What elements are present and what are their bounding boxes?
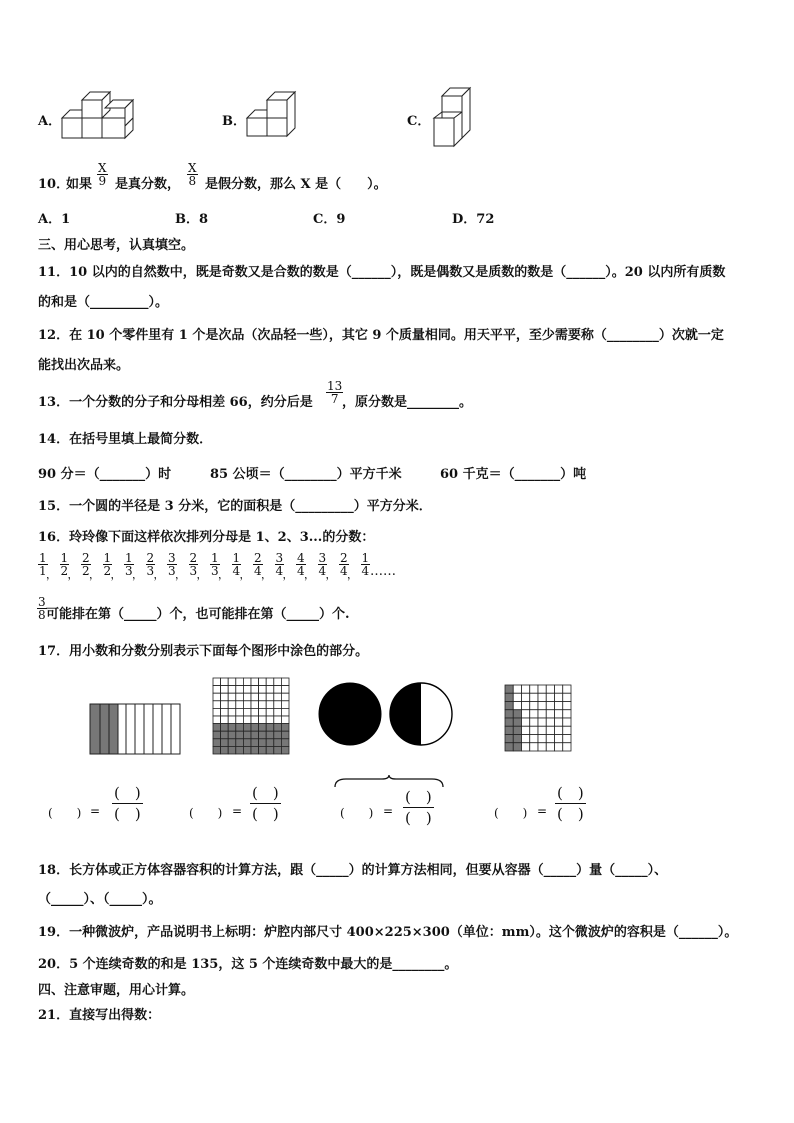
sequence-fraction-denominator: 4 [254,564,262,578]
grid-cell [522,735,530,743]
grid-cell [251,678,259,686]
grid-cell [513,710,521,718]
grid-cell [228,701,236,709]
q10-fraction-2-denominator: 8 [188,174,197,188]
grid-cell [221,739,229,747]
grid-cell [274,724,282,732]
q12-line-1: 12．在 10 个零件里有 1 个是次品（次品轻一些），其它 9 个质量相同。用天平平，至少需要称（________）次就一定 [38,328,724,343]
grid-cell [236,686,244,694]
grid-cell [281,678,289,686]
grid-cell [555,710,563,718]
grid-cell [221,678,229,686]
section-3-heading: 三、用心思考，认真填空。 [38,238,195,253]
sequence-fraction-numerator: 2 [340,551,348,565]
answer-fraction-4 [555,786,586,822]
grid-cell [274,731,282,739]
grid-cell [530,743,538,751]
q10-text-2: 是真分数， [115,177,181,192]
grid-cell [243,739,251,747]
answer-fraction-4-denominator: ( ) [557,805,584,823]
sequence-fraction-numerator: 4 [297,551,305,565]
sequence-comma: ， [347,568,358,581]
sequence-fraction-denominator: 2 [60,564,69,578]
hundred-grid-figure [213,678,289,754]
grid-cell [530,693,538,701]
answer-fraction-1-numerator: ( ) [114,784,141,802]
grid-cell [274,739,282,747]
q10-number: 10． [38,177,70,192]
grid-cell [221,716,229,724]
grid-cell [228,724,236,732]
q16-tail: 可能排在第（_____）个，也可能排在第（_____）个. [46,607,350,622]
grid-cell [213,678,221,686]
grid-cell [259,724,267,732]
q10-fraction-1 [97,162,108,187]
brace-icon [334,775,444,789]
sequence-fraction-denominator: 1 [39,564,47,578]
grid-cell [243,708,251,716]
sequence-fraction-numerator: 1 [39,551,47,565]
grid-cell [213,739,221,747]
q13-text-1: 13．一个分数的分子和分母相差 66，约分后是 [38,395,313,410]
answer-decimal-1: ( ) [48,806,82,820]
equals-1: = [90,804,101,818]
q16-fraction-numerator: 3 [38,595,46,609]
q16-fraction-denominator: 8 [38,608,46,622]
q14-title: 14．在括号里填上最简分数． [38,432,213,447]
full-circle [319,683,381,745]
grid-cell [259,708,267,716]
grid-cell [538,735,546,743]
grid-cell [505,735,513,743]
answer-decimal-3: ( ) [340,806,374,820]
grid-cell [513,685,521,693]
grid-cell [243,686,251,694]
grid-cell [213,701,221,709]
sequence-fraction-numerator: 2 [254,551,262,565]
grid-cell [555,735,563,743]
sequence-comma: ， [46,568,57,581]
grid-cell [236,693,244,701]
sequence-comma: ， [261,568,272,581]
grid-cell [563,685,571,693]
grid-cell [522,718,530,726]
sequence-fraction-numerator: 3 [318,551,327,565]
sequence-comma: ， [304,568,315,581]
sequence-comma: ， [153,568,165,581]
grid-cell [236,731,244,739]
q15-text: 15．一个圆的半径是 3 分米，它的面积是（_________）平方分米． [38,499,432,514]
grid-cell [281,724,289,732]
grid-cell [274,716,282,724]
grid-cell [243,724,251,732]
grid-cell [243,693,251,701]
sequence-fraction-numerator: 3 [275,551,284,565]
sequence-comma: ， [89,568,100,581]
answer-decimal-4: ( ) [494,806,528,820]
sequence-comma: ， [110,568,122,581]
sequence-fraction-numerator: 1 [232,551,241,565]
grid-cell [513,726,521,734]
sequence-fraction-denominator: 3 [146,564,155,578]
sequence-fraction-denominator: 4 [318,564,327,578]
equals-4: = [537,804,548,818]
sequence-fraction-numerator: 1 [60,551,69,565]
equals-2: = [232,804,243,818]
sequence-fraction-denominator: 4 [340,564,348,578]
q10-text-1: 如果 [66,177,93,192]
grid-cell [281,701,289,709]
grid-cell [221,724,229,732]
sequence-fraction-denominator: 4 [297,564,305,578]
grid-cell [221,708,229,716]
sequence-comma: ， [218,568,229,581]
grid-cell [251,716,259,724]
grid-cell [563,702,571,710]
grid-cell [266,739,274,747]
grid-cell [505,693,513,701]
grid-cell [213,708,221,716]
sequence-comma: ， [132,568,143,581]
grid-cell [538,702,546,710]
grid-cell [266,678,274,686]
half-circle [390,683,421,745]
q16-title: 16．玲玲像下面这样依次排列分母是 1、2、3...的分数： [38,530,375,545]
grid-cell [522,702,530,710]
equals-3: = [383,804,394,818]
grid-cell [563,693,571,701]
answer-fraction-2-numerator: ( ) [252,784,279,802]
sequence-fraction-numerator: 1 [125,551,133,565]
grid-cell [281,716,289,724]
q14-item-2: 85 公顷＝（________）平方千米 [210,467,402,482]
grid-cell [563,743,571,751]
grid-cell [563,718,571,726]
grid-cell [228,746,236,754]
grid-cell [513,718,521,726]
grid-cell [505,685,513,693]
q17-title: 17．用小数和分数分别表示下面每个图形中涂色的部分。 [38,644,369,659]
grid-cell [563,735,571,743]
grid-cell [266,708,274,716]
grid-cell [228,686,236,694]
q10-option-a: A．1 [38,212,71,227]
q11-line-2: 的和是（_________）。 [38,295,169,310]
grid-cell [251,701,259,709]
grid-cell [221,746,229,754]
option-a-label: A． [38,114,62,129]
grid-cell [236,739,244,747]
grid-cell [546,735,554,743]
grid-cell [228,708,236,716]
sequence-fraction-denominator: 3 [168,564,176,578]
grid-cell [221,693,229,701]
grid-cell [274,678,282,686]
grid-cell [259,716,267,724]
q10-option-d: D．72 [452,212,495,227]
q10-fraction-1-denominator: 9 [98,174,107,188]
grid-cell [281,686,289,694]
grid-cell [281,739,289,747]
sequence-comma: ， [175,568,186,581]
answer-fraction-2-denominator: ( ) [252,805,279,823]
q13-fraction-denominator: 7 [326,392,343,405]
sequence-fraction-denominator: 4 [232,564,241,578]
sequence-comma: ， [325,568,337,581]
sequence-fraction-numerator: 2 [82,551,90,565]
grid-cell [259,701,267,709]
grid-cell [251,708,259,716]
grid-cell [266,716,274,724]
small-grid-figure [505,685,571,751]
grid-cell [505,702,513,710]
grid-cell [274,746,282,754]
grid-cell [259,731,267,739]
grid-cell [281,746,289,754]
grid-cell [281,693,289,701]
fraction-sequence [38,552,398,586]
sequence-comma: ， [239,568,251,581]
sequence-fraction-numerator: 2 [189,551,198,565]
option-b-label: B． [222,114,246,129]
sequence-fraction-numerator: 3 [168,551,176,565]
grid-cell [505,718,513,726]
grid-cell [522,693,530,701]
cube-figure-b [245,92,305,147]
grid-cell [266,686,274,694]
grid-cell [274,693,282,701]
grid-cell [251,739,259,747]
grid-cell [538,743,546,751]
answer-fraction-1 [112,786,143,822]
grid-cell [530,735,538,743]
grid-cell [546,693,554,701]
grid-cell [513,702,521,710]
grid-cell [505,726,513,734]
cube-figure-c [430,86,480,150]
q14-item-1: 90 分＝（_______）时 [38,467,172,482]
grid-cell [221,686,229,694]
grid-cell [236,746,244,754]
q13-text-2: ，原分数是________。 [342,395,473,410]
grid-cell [530,685,538,693]
grid-cell [236,716,244,724]
circles-figure [316,682,456,752]
grid-cell [555,726,563,734]
q20-text: 20．5 个连续奇数的和是 135，这 5 个连续奇数中最大的是________。 [38,957,458,972]
answer-fraction-3-denominator: ( ) [405,809,432,827]
grid-cell [555,743,563,751]
grid-cell [555,718,563,726]
grid-cell [251,746,259,754]
q19-text: 19．一种微波炉，产品说明书上标明：炉腔内部尺寸 400×225×300（单位：mm）。这个微波炉的容积是（______）。 [38,925,738,940]
q10-fraction-1-numerator: X [98,161,107,175]
grid-cell [259,678,267,686]
q10-option-b: B．8 [175,212,209,227]
section-4-heading: 四、注意审题，用心计算。 [38,983,195,998]
grid-cell [522,685,530,693]
sequence-fraction-numerator: 1 [361,551,370,565]
grid-cell [228,739,236,747]
option-c-label: C． [407,114,431,129]
answer-fraction-2 [250,786,281,822]
grid-cell [555,702,563,710]
grid-cell [530,718,538,726]
q18-line-1: 18．长方体或正方体容器容积的计算方法，跟（_____）的计算方法相同，但要从容器（_____）量（_____）、 [38,863,668,878]
grid-cell [243,716,251,724]
grid-cell [281,731,289,739]
sequence-comma: ， [282,568,294,581]
q10-text-3: 是假分数，那么 X 是（ ）。 [205,177,387,192]
grid-cell [243,701,251,709]
grid-cell [213,731,221,739]
sequence-fraction-denominator: 3 [211,564,219,578]
sequence-ellipsis: …… [370,564,396,579]
q10-fraction-2-numerator: X [188,161,197,175]
grid-cell [259,746,267,754]
grid-cell [274,686,282,694]
q18-line-2: （_____）、（_____）。 [38,892,162,907]
grid-cell [513,735,521,743]
q12-line-2: 能找出次品来。 [38,358,130,373]
answer-fraction-1-denominator: ( ) [114,805,141,823]
strip-figure [90,704,180,754]
grid-cell [538,685,546,693]
grid-cell [236,708,244,716]
q21-text: 21．直接写出得数： [38,1008,161,1023]
cube-figure-a [60,88,140,148]
grid-cell [274,708,282,716]
grid-cell [251,686,259,694]
sequence-fraction-denominator: 3 [189,564,198,578]
grid-cell [221,701,229,709]
sequence-fraction-denominator: 3 [125,564,133,578]
grid-cell [513,743,521,751]
sequence-fraction-denominator: 4 [361,564,370,578]
q11-line-1: 11．10 以内的自然数中，既是奇数又是合数的数是（______），既是偶数又是质数的数是（______）。20 以内所有质数 [38,265,726,280]
grid-cell [266,701,274,709]
grid-cell [513,693,521,701]
grid-cell [259,739,267,747]
grid-cell [243,731,251,739]
grid-cell [546,726,554,734]
grid-cell [228,716,236,724]
sequence-fraction-numerator: 2 [146,551,155,565]
grid-cell [251,693,259,701]
grid-cell [259,686,267,694]
grid-cell [213,693,221,701]
grid-cell [530,710,538,718]
grid-cell [546,743,554,751]
grid-cell [530,726,538,734]
grid-cell [251,731,259,739]
grid-cell [236,724,244,732]
grid-cell [236,678,244,686]
grid-cell [266,731,274,739]
grid-cell [266,724,274,732]
grid-cell [213,746,221,754]
grid-cell [555,685,563,693]
grid-cell [228,678,236,686]
grid-cell [522,726,530,734]
answer-fraction-4-numerator: ( ) [557,784,584,802]
grid-cell [530,702,538,710]
grid-cell [213,724,221,732]
grid-cell [538,718,546,726]
sequence-fraction-denominator: 2 [103,564,112,578]
sequence-fraction-denominator: 2 [82,564,90,578]
grid-cell [505,710,513,718]
grid-cell [251,724,259,732]
grid-cell [213,716,221,724]
grid-cell [221,731,229,739]
answer-fraction-3 [403,790,434,826]
q13-fraction [326,380,343,405]
grid-cell [243,746,251,754]
grid-cell [236,701,244,709]
grid-cell [213,686,221,694]
grid-cell [266,746,274,754]
grid-cell [538,693,546,701]
sequence-fraction-numerator: 1 [211,551,219,565]
sequence-fraction [361,552,371,577]
grid-cell [563,710,571,718]
grid-cell [563,726,571,734]
answer-fraction-3-numerator: ( ) [405,788,432,806]
q13-fraction-numerator: 13 [327,379,343,393]
grid-cell [274,701,282,709]
grid-cell [546,718,554,726]
grid-cell [281,708,289,716]
sequence-fraction-denominator: 4 [275,564,284,578]
grid-cell [266,693,274,701]
grid-cell [546,702,554,710]
grid-cell [228,731,236,739]
grid-cell [538,726,546,734]
sequence-comma: ， [196,568,208,581]
grid-cell [522,743,530,751]
grid-cell [259,693,267,701]
sequence-fraction-numerator: 1 [103,551,112,565]
grid-cell [505,743,513,751]
grid-cell [243,678,251,686]
sequence-comma: ， [67,568,79,581]
grid-cell [546,710,554,718]
grid-cell [228,693,236,701]
answer-decimal-2: ( ) [189,806,223,820]
grid-cell [538,710,546,718]
q10-fraction-2 [187,162,198,187]
q14-item-3: 60 千克＝（_______）吨 [440,467,587,482]
grid-cell [555,693,563,701]
q10-option-c: C．9 [313,212,346,227]
grid-cell [546,685,554,693]
grid-cell [522,710,530,718]
